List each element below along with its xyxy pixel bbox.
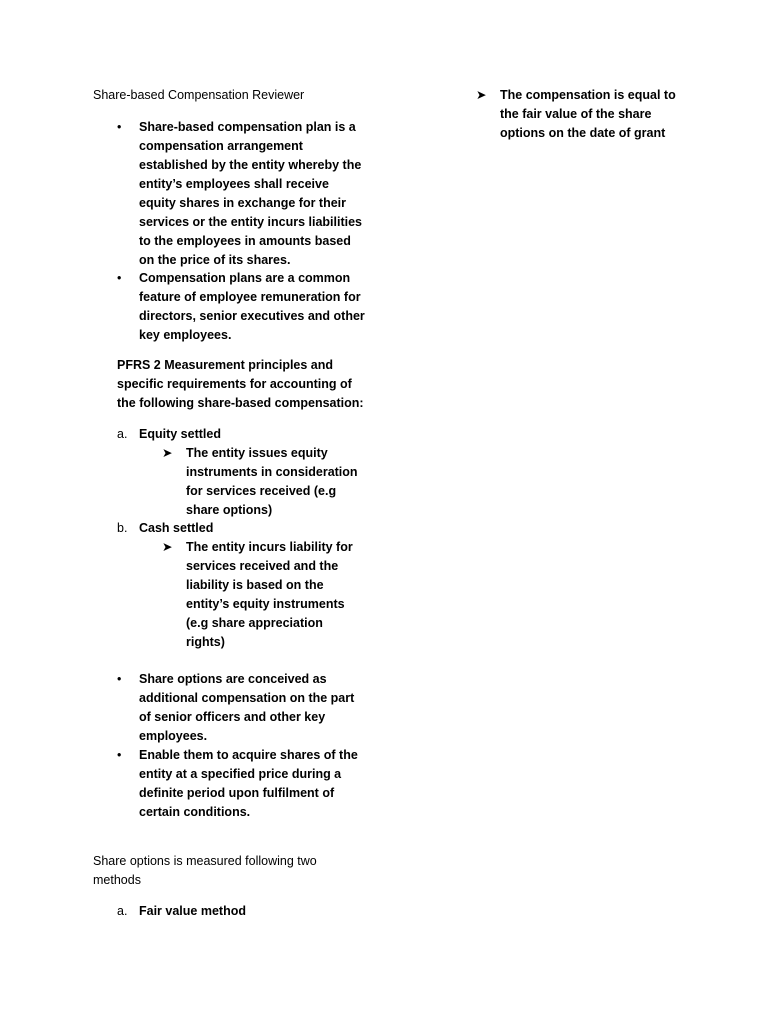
list-marker: b.	[117, 521, 128, 535]
bullet-icon: •	[117, 672, 122, 686]
equity-settled-description: The entity issues equity instruments in consideration for services received (e.g share options)	[186, 446, 358, 517]
type-label: Equity settled	[139, 427, 221, 441]
method-label: Fair value method	[139, 904, 246, 918]
bullet-icon: •	[117, 271, 122, 285]
arrow-icon: ➤	[476, 88, 487, 102]
options-bullet-2: Enable them to acquire shares of the entity at a specified price during a definite period upon fulfilment of certain conditions.	[139, 748, 358, 819]
options-bullet-1: Share options are conceived as additional compensation on the part of senior officers and other key employees.	[139, 672, 355, 743]
arrow-icon: ➤	[162, 446, 173, 460]
cash-settled-description: The entity incurs liability for services received and the liability is based on the entity’s equity instruments (e.g share appreciation rights)	[186, 540, 353, 649]
pfrs-paragraph: PFRS 2 Measurement principles and specific requirements for accounting of the following share-based compensation:	[117, 358, 364, 410]
right-column-note: The compensation is equal to the fair value of the share options on the date of grant	[500, 88, 676, 140]
intro-bullet-1: Share-based compensation plan is a compensation arrangement established by the entity whereby the entity’s employees shall receive equity shares in exchange for their services or the entity incurs liabilities to the employees in amounts based on the price of its shares.	[139, 120, 363, 267]
bullet-icon: •	[117, 120, 122, 134]
intro-bullet-2: Compensation plans are a common feature of employee remuneration for directors, senior executives and other key employees.	[139, 271, 365, 342]
type-label: Cash settled	[139, 521, 214, 535]
list-marker: a.	[117, 904, 128, 918]
document-title	[93, 86, 304, 105]
title-text: Share-based Compensation Reviewer	[93, 88, 305, 102]
list-marker: a.	[117, 427, 128, 441]
methods-paragraph: Share options is measured following two methods	[93, 854, 317, 887]
bullet-icon: •	[117, 748, 122, 762]
arrow-icon: ➤	[162, 540, 173, 554]
